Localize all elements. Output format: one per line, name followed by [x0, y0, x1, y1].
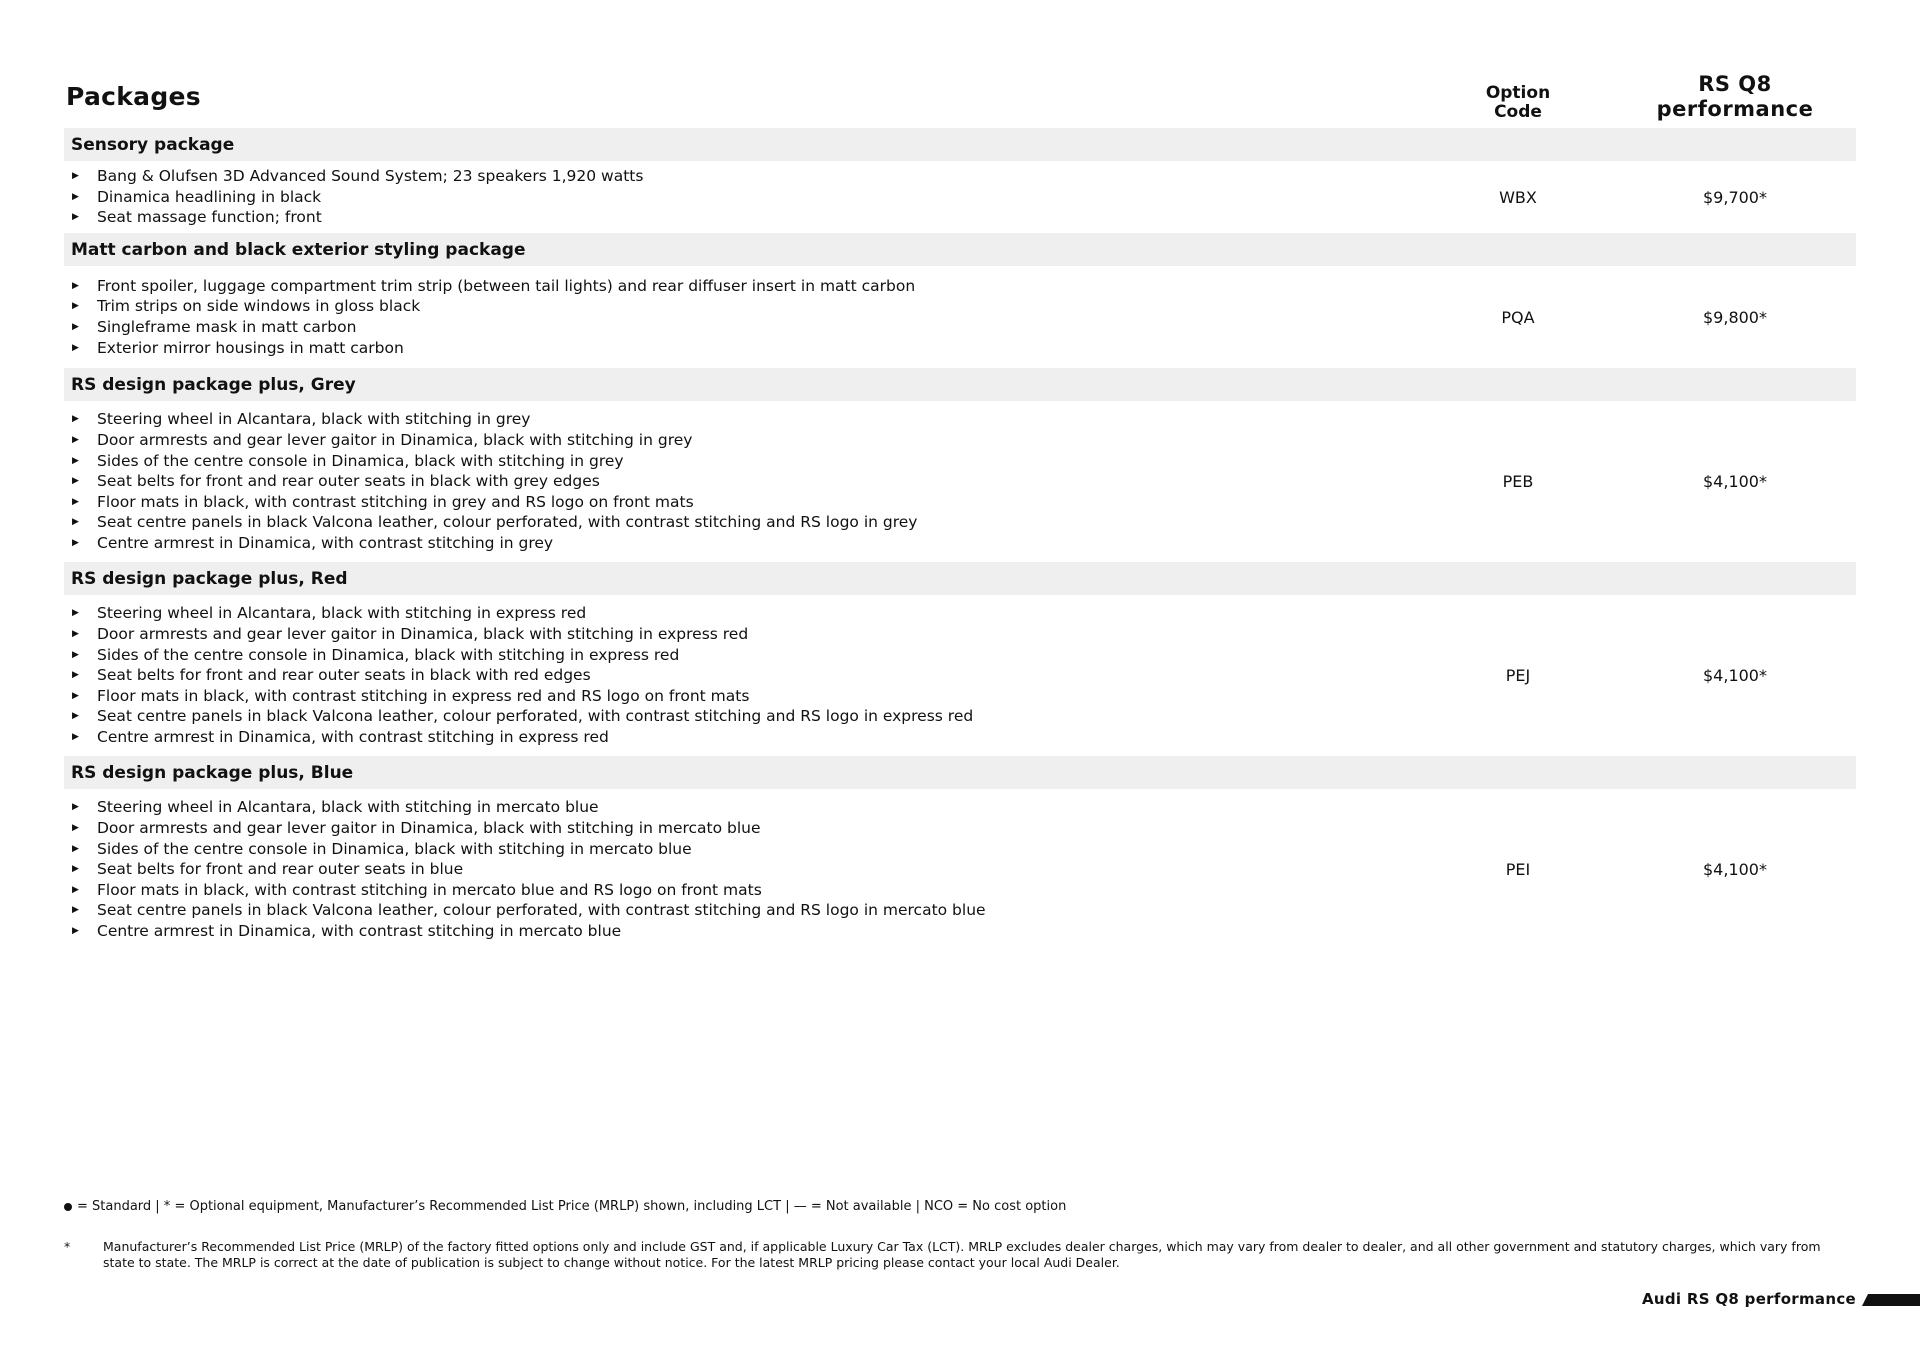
package-row [64, 595, 1856, 756]
standard-dot-icon [64, 1203, 72, 1211]
bullet-arrow-icon: ▶ [72, 864, 79, 875]
feature-item [64, 166, 1444, 187]
feature-text: Sides of the centre console in Dinamica, black with stitching in express red [97, 645, 680, 664]
page-title: Packages [66, 82, 201, 111]
package-row [64, 789, 1856, 950]
feature-text: Seat centre panels in black Valcona leather, colour perforated, with contrast stitching and RS logo in express red [97, 707, 974, 726]
feature-item [64, 665, 1444, 686]
feature-text: Bang & Olufsen 3D Advanced Sound System; 23 speakers 1,920 watts [97, 167, 644, 186]
package-row [64, 266, 1856, 368]
feature-list [64, 797, 1444, 941]
feature-text: Seat belts for front and rear outer seats in black with red edges [97, 666, 591, 685]
bullet-arrow-icon: ▶ [72, 649, 79, 660]
price-cell: $9,800* [1703, 307, 1767, 327]
feature-item [64, 797, 1444, 818]
feature-text: Seat centre panels in black Valcona leather, colour perforated, with contrast stitching and RS logo in grey [97, 513, 918, 532]
legend [64, 1199, 1066, 1214]
feature-text: Seat belts for front and rear outer seats in black with grey edges [97, 472, 600, 491]
feature-item [64, 706, 1444, 727]
package-header: Matt carbon and black exterior styling package [64, 233, 1856, 266]
feature-text: Seat centre panels in black Valcona leather, colour perforated, with contrast stitching and RS logo in mercato blue [97, 901, 986, 920]
package-header: RS design package plus, Blue [64, 756, 1856, 789]
feature-text: Steering wheel in Alcantara, black with stitching in grey [97, 410, 531, 429]
feature-text: Exterior mirror housings in matt carbon [97, 338, 404, 357]
feature-list [64, 276, 1444, 358]
bullet-arrow-icon: ▶ [72, 496, 79, 507]
feature-text: Sides of the centre console in Dinamica, black with stitching in grey [97, 451, 624, 470]
bullet-arrow-icon: ▶ [72, 191, 79, 202]
bullet-arrow-icon: ▶ [72, 802, 79, 813]
bullet-arrow-icon: ▶ [72, 711, 79, 722]
option-code-cell: PEJ [1505, 666, 1531, 685]
bullet-arrow-icon: ▶ [72, 455, 79, 466]
bullet-arrow-icon: ▶ [72, 476, 79, 487]
feature-item [64, 839, 1444, 860]
feature-text: Floor mats in black, with contrast stitching in mercato blue and RS logo on front mats [97, 880, 762, 899]
feature-text: Floor mats in black, with contrast stitching in express red and RS logo on front mats [97, 686, 750, 705]
feature-item [64, 921, 1444, 942]
feature-item [64, 451, 1444, 472]
feature-item [64, 317, 1444, 338]
feature-item [64, 430, 1444, 451]
feature-text: Centre armrest in Dinamica, with contrast stitching in express red [97, 727, 609, 746]
feature-item [64, 276, 1444, 297]
bullet-arrow-icon: ▶ [72, 322, 79, 332]
bullet-arrow-icon: ▶ [72, 670, 79, 681]
bullet-arrow-icon: ▶ [72, 690, 79, 701]
feature-item [64, 859, 1444, 880]
bullet-arrow-icon: ▶ [72, 884, 79, 895]
bullet-arrow-icon: ▶ [72, 925, 79, 936]
feature-text: Centre armrest in Dinamica, with contrast stitching in mercato blue [97, 921, 622, 940]
model-column-header [1635, 72, 1835, 122]
bullet-arrow-icon: ▶ [72, 537, 79, 548]
feature-text: Steering wheel in Alcantara, black with stitching in express red [97, 604, 587, 623]
bullet-arrow-icon: ▶ [72, 212, 79, 223]
bullet-arrow-icon: ▶ [72, 342, 79, 353]
package-header: Sensory package [64, 128, 1856, 161]
price-cell: $9,700* [1703, 187, 1767, 207]
feature-text: Door armrests and gear lever gaitor in Dinamica, black with stitching in grey [97, 431, 693, 450]
bullet-arrow-icon: ▶ [72, 905, 79, 916]
feature-text: Centre armrest in Dinamica, with contrast stitching in grey [97, 533, 554, 552]
feature-item [64, 880, 1444, 901]
feature-item [64, 533, 1444, 554]
feature-item [64, 187, 1444, 208]
feature-item [64, 818, 1444, 839]
feature-text: Steering wheel in Alcantara, black with stitching in mercato blue [97, 798, 599, 817]
option-code-cell: PEI [1505, 860, 1531, 879]
feature-list [64, 409, 1444, 553]
price-cell: $4,100* [1703, 472, 1767, 491]
feature-list [64, 166, 1444, 228]
bullet-arrow-icon: ▶ [72, 301, 79, 312]
option-code-cell: PEB [1502, 472, 1534, 491]
bullet-arrow-icon: ▶ [72, 731, 79, 742]
feature-text: Floor mats in black, with contrast stitching in grey and RS logo on front mats [97, 492, 694, 511]
feature-item [64, 624, 1444, 645]
feature-item [64, 409, 1444, 430]
feature-text: Seat massage function; front [97, 208, 322, 227]
price-cell: $4,100* [1703, 666, 1767, 685]
option-code-column-header [1453, 84, 1583, 122]
bullet-arrow-icon: ▶ [72, 171, 79, 182]
feature-text: Singleframe mask in matt carbon [97, 318, 357, 336]
package-header: RS design package plus, Red [64, 562, 1856, 595]
feature-text: Dinamica headlining in black [97, 187, 322, 206]
price-cell: $4,100* [1703, 860, 1767, 879]
bullet-arrow-icon: ▶ [72, 414, 79, 425]
feature-text: Seat belts for front and rear outer seats in blue [97, 860, 464, 879]
feature-item [64, 727, 1444, 748]
feature-list [64, 603, 1444, 747]
package-row [64, 401, 1856, 562]
packages-table [64, 128, 1856, 950]
feature-item [64, 207, 1444, 228]
feature-item [64, 686, 1444, 707]
footnote-text: Manufacturer’s Recommended List Price (MRLP) of the factory fitted options only and include GST and, if applicable Luxury Car Tax (LCT). MRLP excludes dealer charges, which may vary from dealer to dealer, and all other government and statutory charges, which vary from state to state. The MRLP is correct at the date of publication is subject to change without notice. For the latest MRLP pricing please contact your local Audi Dealer. [103, 1239, 1821, 1270]
model-label-line2: performance [1656, 97, 1814, 121]
footnote-mark: * [64, 1239, 71, 1254]
model-label-line1: RS Q8 [1698, 72, 1772, 96]
feature-item [64, 471, 1444, 492]
feature-text: Door armrests and gear lever gaitor in Dinamica, black with stitching in express red [97, 625, 749, 644]
feature-item [64, 603, 1444, 624]
bullet-arrow-icon: ▶ [72, 629, 79, 640]
feature-item [64, 338, 1444, 359]
legend-text: = Standard | * = Optional equipment, Manufacturer’s Recommended List Price (MRLP) shown, including LCT | — = Not available | NCO = No cost option [77, 1199, 1067, 1214]
feature-item [64, 645, 1444, 666]
bullet-arrow-icon: ▶ [72, 608, 79, 619]
option-code-label-line1: Option [1485, 83, 1551, 103]
feature-item [64, 900, 1444, 921]
option-code-cell: PQA [1501, 307, 1535, 327]
package-header: RS design package plus, Grey [64, 368, 1856, 401]
feature-text: Door armrests and gear lever gaitor in Dinamica, black with stitching in mercato blue [97, 819, 761, 838]
feature-item [64, 492, 1444, 513]
footer-accent-bar [1862, 1294, 1920, 1306]
feature-item [64, 296, 1444, 317]
option-code-cell: WBX [1499, 187, 1537, 207]
bullet-arrow-icon: ▶ [72, 435, 79, 446]
bullet-arrow-icon: ▶ [72, 280, 79, 291]
bullet-arrow-icon: ▶ [72, 823, 79, 834]
table-header [64, 70, 1856, 128]
feature-text: Front spoiler, luggage compartment trim strip (between tail lights) and rear diffuser insert in matt carbon [97, 276, 916, 295]
footer-brand: Audi RS Q8 performance [1641, 1290, 1856, 1308]
feature-item [64, 512, 1444, 533]
package-row [64, 161, 1856, 233]
bullet-arrow-icon: ▶ [72, 843, 79, 854]
feature-text: Trim strips on side windows in gloss black [97, 297, 421, 316]
bullet-arrow-icon: ▶ [72, 517, 79, 528]
option-code-label-line2: Code [1494, 102, 1542, 122]
feature-text: Sides of the centre console in Dinamica, black with stitching in mercato blue [97, 839, 692, 858]
